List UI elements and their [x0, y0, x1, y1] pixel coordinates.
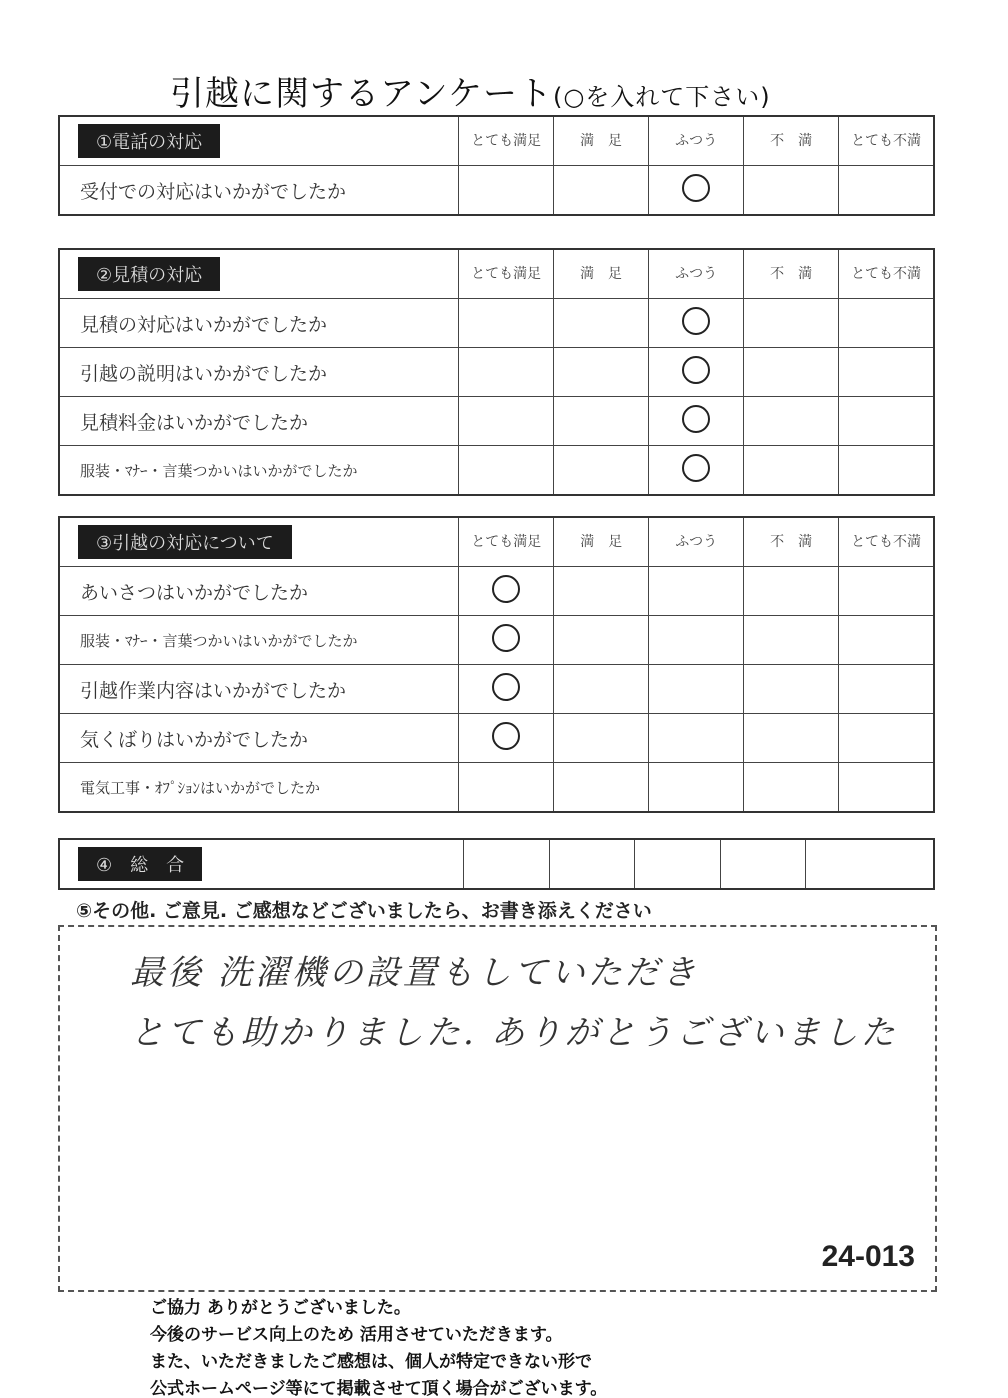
footer-text — [150, 1295, 607, 1398]
rating-cell[interactable] — [459, 567, 554, 616]
rating-cell[interactable] — [744, 299, 839, 348]
comments-box — [58, 925, 937, 1292]
question-row — [59, 446, 934, 496]
rating-cell[interactable] — [459, 763, 554, 813]
rating-cell[interactable] — [839, 299, 934, 348]
section-header-cell — [59, 839, 464, 889]
option-header: とても不満 — [839, 517, 934, 567]
option-header: とても不満 — [839, 249, 934, 299]
handwritten-line: 最後 洗濯機の設置もしていただき — [130, 953, 699, 993]
rating-cell[interactable] — [649, 714, 744, 763]
option-header: 不 満 — [744, 116, 839, 166]
rating-cell[interactable] — [554, 567, 649, 616]
footer-line: また、いただきましたご感想は、個人が特定できない形で — [150, 1352, 592, 1372]
question-row — [59, 665, 934, 714]
section-header-row — [59, 249, 934, 299]
rating-cell[interactable] — [744, 567, 839, 616]
rating-cell[interactable] — [744, 616, 839, 665]
section-header-row — [59, 839, 934, 889]
rating-cell[interactable] — [744, 397, 839, 446]
option-header: とても不満 — [839, 116, 934, 166]
section-header: ①電話の対応 — [78, 124, 220, 158]
section-header-cell — [59, 517, 459, 567]
rating-cell[interactable] — [649, 567, 744, 616]
rating-cell[interactable] — [649, 299, 744, 348]
option-header: ふつう — [649, 249, 744, 299]
form-code: 24-013 — [821, 1240, 915, 1273]
question-row — [59, 567, 934, 616]
rating-cell[interactable] — [649, 616, 744, 665]
rating-cell[interactable] — [459, 665, 554, 714]
rating-cell[interactable] — [744, 714, 839, 763]
rating-cell[interactable] — [635, 839, 721, 889]
section-header-row — [59, 517, 934, 567]
question-row — [59, 616, 934, 665]
circle-mark-icon — [492, 624, 520, 652]
rating-cell[interactable] — [459, 616, 554, 665]
option-header: 不 満 — [744, 249, 839, 299]
rating-cell[interactable] — [554, 763, 649, 813]
section-header-cell — [59, 249, 459, 299]
circle-mark-icon — [492, 673, 520, 701]
rating-cell[interactable] — [459, 397, 554, 446]
question-row — [59, 166, 934, 216]
section-header: ④ 総 合 — [78, 847, 202, 881]
rating-cell[interactable] — [839, 714, 934, 763]
option-header: ふつう — [649, 517, 744, 567]
option-header: とても満足 — [459, 249, 554, 299]
rating-cell[interactable] — [839, 446, 934, 496]
rating-cell[interactable] — [839, 397, 934, 446]
rating-cell[interactable] — [806, 839, 934, 889]
option-header: 満 足 — [554, 249, 649, 299]
title-note: (○を入れて下さい) — [552, 83, 771, 111]
circle-mark-icon — [492, 722, 520, 750]
rating-cell[interactable] — [839, 763, 934, 813]
survey-section-1 — [58, 115, 935, 216]
rating-cell[interactable] — [459, 299, 554, 348]
circle-mark-icon — [492, 575, 520, 603]
rating-cell[interactable] — [839, 665, 934, 714]
question-row — [59, 763, 934, 813]
question-row — [59, 299, 934, 348]
title-text: 引越に関するアンケート — [170, 74, 553, 114]
handwritten-line: とても助かりました. ありがとうございました — [130, 1013, 898, 1053]
rating-cell[interactable] — [744, 166, 839, 216]
question-label: 気くばりはいかがでしたか — [59, 714, 459, 763]
rating-cell[interactable] — [839, 348, 934, 397]
rating-cell[interactable] — [554, 714, 649, 763]
option-header: 不 満 — [744, 517, 839, 567]
footer-line: 公式ホームページ等にて掲載させて頂く場合がございます。 — [150, 1379, 608, 1398]
rating-cell[interactable] — [649, 665, 744, 714]
rating-cell[interactable] — [554, 446, 649, 496]
rating-cell[interactable] — [839, 166, 934, 216]
rating-cell[interactable] — [720, 839, 806, 889]
question-label: あいさつはいかがでしたか — [59, 567, 459, 616]
survey-section-4 — [58, 838, 935, 890]
question-row — [59, 397, 934, 446]
question-label: 服装・ﾏﾅｰ・言葉つかいはいかがでしたか — [59, 616, 459, 665]
circle-mark-icon — [682, 307, 710, 335]
option-header: とても満足 — [459, 517, 554, 567]
circle-mark-icon — [682, 405, 710, 433]
question-label: 見積の対応はいかがでしたか — [59, 299, 459, 348]
section-header: ②見積の対応 — [78, 257, 220, 291]
rating-cell[interactable] — [649, 348, 744, 397]
question-label: 服装・ﾏﾅｰ・言葉つかいはいかがでしたか — [59, 446, 459, 496]
rating-cell[interactable] — [554, 299, 649, 348]
rating-cell[interactable] — [459, 348, 554, 397]
rating-cell[interactable] — [839, 616, 934, 665]
question-label: 引越作業内容はいかがでしたか — [59, 665, 459, 714]
question-row — [59, 714, 934, 763]
circle-mark-icon — [682, 454, 710, 482]
rating-cell[interactable] — [554, 397, 649, 446]
rating-cell[interactable] — [554, 616, 649, 665]
rating-cell[interactable] — [549, 839, 635, 889]
rating-cell[interactable] — [744, 763, 839, 813]
section-header-row — [59, 116, 934, 166]
footer-line: 今後のサービス向上のため 活用させていただきます。 — [150, 1325, 563, 1345]
option-header: 満 足 — [554, 517, 649, 567]
rating-cell[interactable] — [744, 446, 839, 496]
question-label: 電気工事・ｵﾌﾟｼｮﾝはいかがでしたか — [59, 763, 459, 813]
survey-title — [170, 66, 771, 115]
comments-label: ⑤その他. ご意見. ご感想などございましたら、お書き添えください — [76, 900, 652, 922]
question-label: 受付での対応はいかがでしたか — [59, 166, 459, 216]
question-label: 引越の説明はいかがでしたか — [59, 348, 459, 397]
section-header: ③引越の対応について — [78, 525, 292, 559]
rating-cell[interactable] — [464, 839, 550, 889]
option-header: ふつう — [649, 116, 744, 166]
question-label: 見積料金はいかがでしたか — [59, 397, 459, 446]
survey-section-3 — [58, 516, 935, 813]
question-row — [59, 348, 934, 397]
rating-cell[interactable] — [649, 763, 744, 813]
rating-cell[interactable] — [744, 665, 839, 714]
circle-mark-icon — [682, 174, 710, 202]
rating-cell[interactable] — [649, 397, 744, 446]
rating-cell[interactable] — [649, 446, 744, 496]
rating-cell[interactable] — [459, 446, 554, 496]
rating-cell[interactable] — [459, 166, 554, 216]
rating-cell[interactable] — [554, 166, 649, 216]
survey-section-2 — [58, 248, 935, 496]
rating-cell[interactable] — [554, 348, 649, 397]
rating-cell[interactable] — [839, 567, 934, 616]
rating-cell[interactable] — [649, 166, 744, 216]
rating-cell[interactable] — [459, 714, 554, 763]
footer-line: ご協力 ありがとうございました。 — [150, 1298, 411, 1318]
section-header-cell — [59, 116, 459, 166]
rating-cell[interactable] — [744, 348, 839, 397]
option-header: とても満足 — [459, 116, 554, 166]
circle-mark-icon — [682, 356, 710, 384]
rating-cell[interactable] — [554, 665, 649, 714]
option-header: 満 足 — [554, 116, 649, 166]
